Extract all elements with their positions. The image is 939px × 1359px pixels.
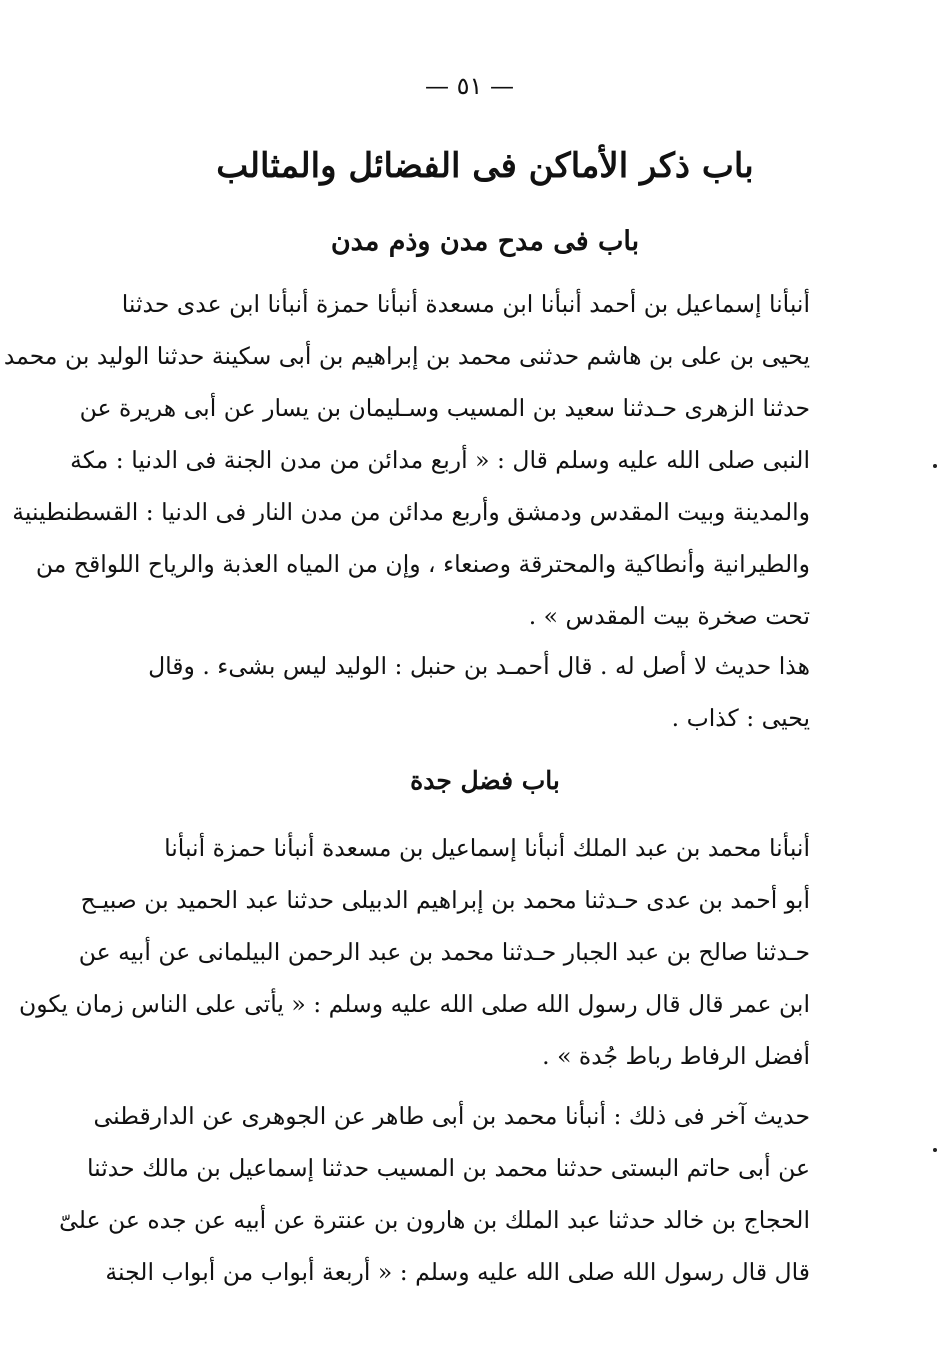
text-line: حديث آخر فى ذلك : أنبأنا محمد بن أبى طاهر عن الجوهرى عن الدارقطنى (93, 1102, 810, 1130)
text-line: عن أبى حاتم البستى حدثنا محمد بن المسيب حدثنا إسماعيل بن مالك حدثنا (87, 1154, 810, 1182)
text-line: يحيى : كذاب . (671, 704, 810, 732)
text-line: أبو أحمد بن عدى حـدثنا محمد بن إبراهيم الدبيلى حدثنا عبد الحميد بن صبيـح (80, 886, 810, 914)
text-line: ابن عمر قال قال رسول الله صلى الله عليه وسلم : « يأتى على الناس زمان يكون (18, 990, 810, 1018)
text-line: قال قال رسول الله صلى الله عليه وسلم : « أربعة أبواب من أبواب الجنة (105, 1258, 810, 1286)
paragraph-another-hadith (59, 1090, 810, 1298)
text-line: أفضل الرفاط رباط جُدة » . (542, 1042, 810, 1070)
text-line: هذا حديث لا أصل له . قال أحمـد بن حنبل : الوليد ليس بشىء . وقال (148, 652, 810, 680)
paragraph-commentary (148, 640, 810, 744)
paragraph-hadith-jeddah (18, 822, 810, 1082)
text-line: حـدثنا صالح بن عبد الجبار حـدثنا محمد بن عبد الرحمن البيلمانى عن أبيه عن (78, 938, 810, 966)
page-number: — ٥١ — (424, 72, 515, 100)
text-line: أنبأنا محمد بن عبد الملك أنبأنا إسماعيل بن مسعدة أنبأنا حمزة أنبأنا (164, 834, 810, 862)
text-line: حدثنا الزهرى حـدثنا سعيد بن المسيب وسـليمان بن يسار عن أبى هريرة عن (79, 394, 810, 422)
text-line: والمدينة وبيت المقدس ودمشق وأربع مدائن من مدن النار فى الدنيا : القسطنطينية (12, 498, 810, 526)
text-line: تحت صخرة بيت المقدس » . (528, 602, 810, 630)
margin-dot (933, 464, 937, 468)
text-line: والطيرانية وأنطاكية والمحترقة وصنعاء ، وإن من المياه العذبة والرياح اللواقح من (35, 550, 810, 578)
text-line: النبى صلى الله عليه وسلم قال : « أربع مدائن من مدن الجنة فى الدنيا : مكة (70, 446, 810, 474)
chapter-heading: باب ذكر الأماكن فى الفضائل والمثالب (216, 146, 754, 186)
margin-dot (933, 1148, 937, 1152)
text-line: يحيى بن على بن هاشم حدثنى محمد بن إبراهيم بن أبى سكينة حدثنا الوليد بن محمد (3, 342, 810, 370)
section-heading-cities: باب فى مدح مدن وذم مدن (330, 226, 640, 257)
text-line: أنبأنا إسماعيل بن أحمد أنبأنا ابن مسعدة أنبأنا حمزة أنبأنا ابن عدى حدثنا (121, 290, 810, 318)
text-line: الحجاج بن خالد حدثنا عبد الملك بن هارون بن عنترة عن أبيه عن جده عن علىّ (59, 1206, 810, 1234)
paragraph-hadith-cities (3, 278, 810, 642)
section-heading-jeddah: باب فضل جدة (410, 766, 560, 795)
